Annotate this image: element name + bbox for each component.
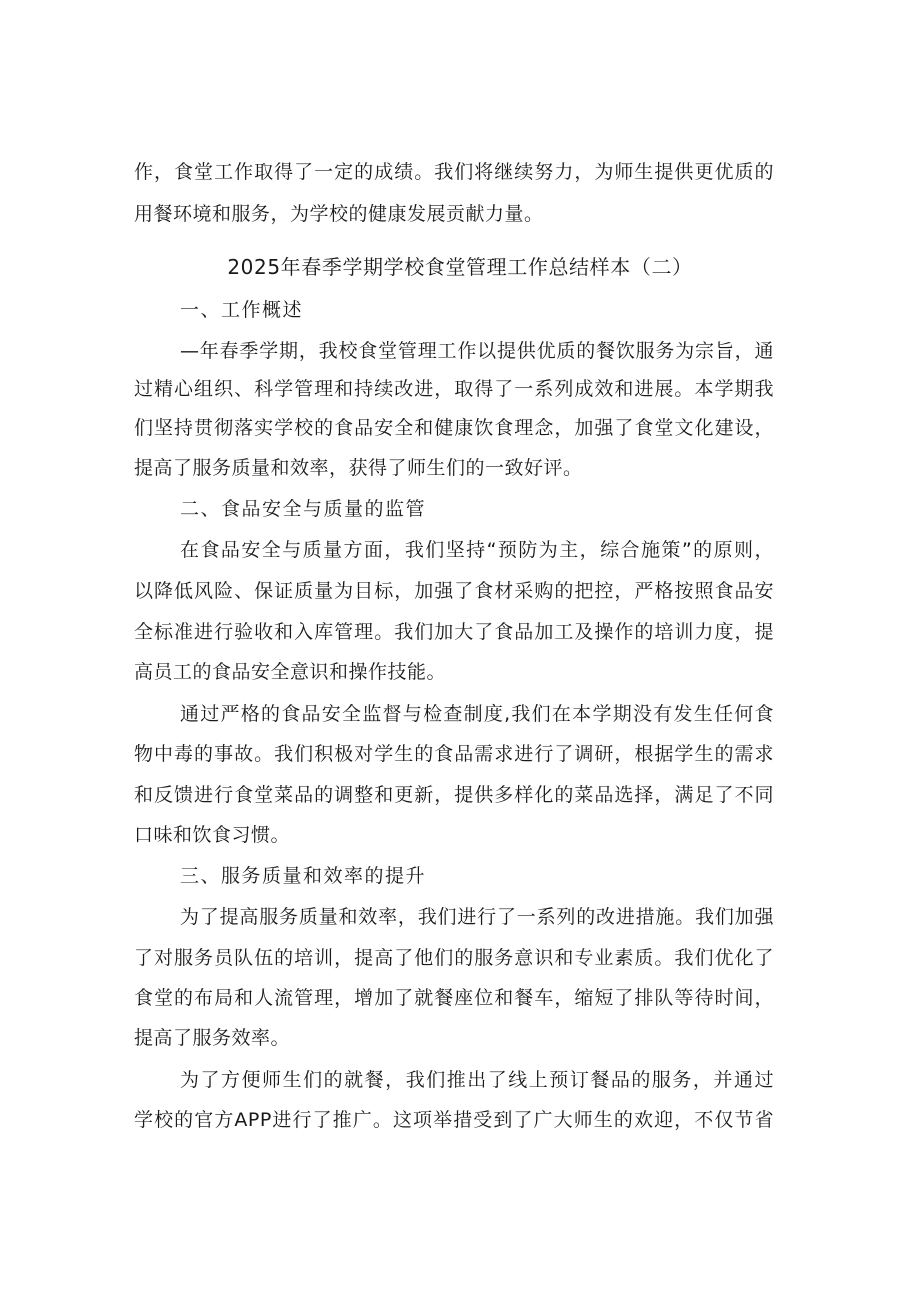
paragraph-line: 高员工的食品安全意识和操作技能。: [134, 661, 447, 683]
paragraph-line: 在食品安全与质量方面，我们坚持“预防为主，综合施策”的原则，: [180, 539, 774, 561]
document-title: 2025年春季学期学校食堂管理工作总结样本（二）: [227, 255, 693, 279]
section-heading-food-safety: 二、食品安全与质量的监管: [180, 498, 427, 520]
paragraph-line: 过精心组织、科学管理和持续改进，取得了一系列成效和进展。本学期我: [134, 378, 774, 400]
paragraph-line: 为了方便师生们的就餐，我们推出了线上预订餐品的服务，并通过: [180, 1069, 774, 1091]
paragraph-line: 学校的官方APP进行了推广。这项举措受到了广大师生的欢迎，不仅节省: [134, 1109, 774, 1131]
paragraph-line: 食堂的布局和人流管理，增加了就餐座位和餐车，缩短了排队等待时间，: [134, 987, 774, 1009]
paragraph-line: 为了提高服务质量和效率，我们进行了一系列的改进措施。我们加强: [180, 906, 774, 928]
paragraph-line: 口味和饮食习惯。: [134, 824, 291, 846]
paragraph-line: 提高了服务质量和效率，获得了师生们的一致好评。: [134, 457, 583, 479]
paragraph-line: 了对服务员队伍的培训，提高了他们的服务意识和专业素质。我们优化了: [134, 947, 774, 969]
paragraph-line: 和反馈进行食堂菜品的调整和更新，提供多样化的菜品选择，满足了不同: [134, 784, 774, 806]
paragraph-line: 全标准进行验收和入库管理。我们加大了食品加工及操作的培训力度，提: [134, 621, 774, 643]
paragraph-line: 提高了服务效率。: [134, 1027, 291, 1049]
intro-line-2: 用餐环境和服务，为学校的健康发展贡献力量。: [134, 203, 544, 225]
paragraph-line: —年春季学期，我校食堂管理工作以提供优质的餐饮服务为宗旨，通: [180, 340, 774, 362]
paragraph-line: 通过严格的食品安全监督与检查制度,我们在本学期没有发生任何食: [180, 703, 774, 725]
paragraph-line: 物中毒的事故。我们积极对学生的食品需求进行了调研，根据学生的需求: [134, 743, 774, 765]
paragraph-line: 们坚持贯彻落实学校的食品安全和健康饮食理念，加强了食堂文化建设，: [134, 417, 774, 439]
section-heading-service: 三、服务质量和效率的提升: [180, 865, 427, 887]
paragraph-line: 以降低风险、保证质量为目标，加强了食材采购的把控，严格按照食品安: [134, 580, 774, 602]
section-heading-overview: 一、工作概述: [180, 299, 304, 321]
intro-line-1: 作，食堂工作取得了一定的成绩。我们将继续努力，为师生提供更优质的: [134, 161, 774, 183]
